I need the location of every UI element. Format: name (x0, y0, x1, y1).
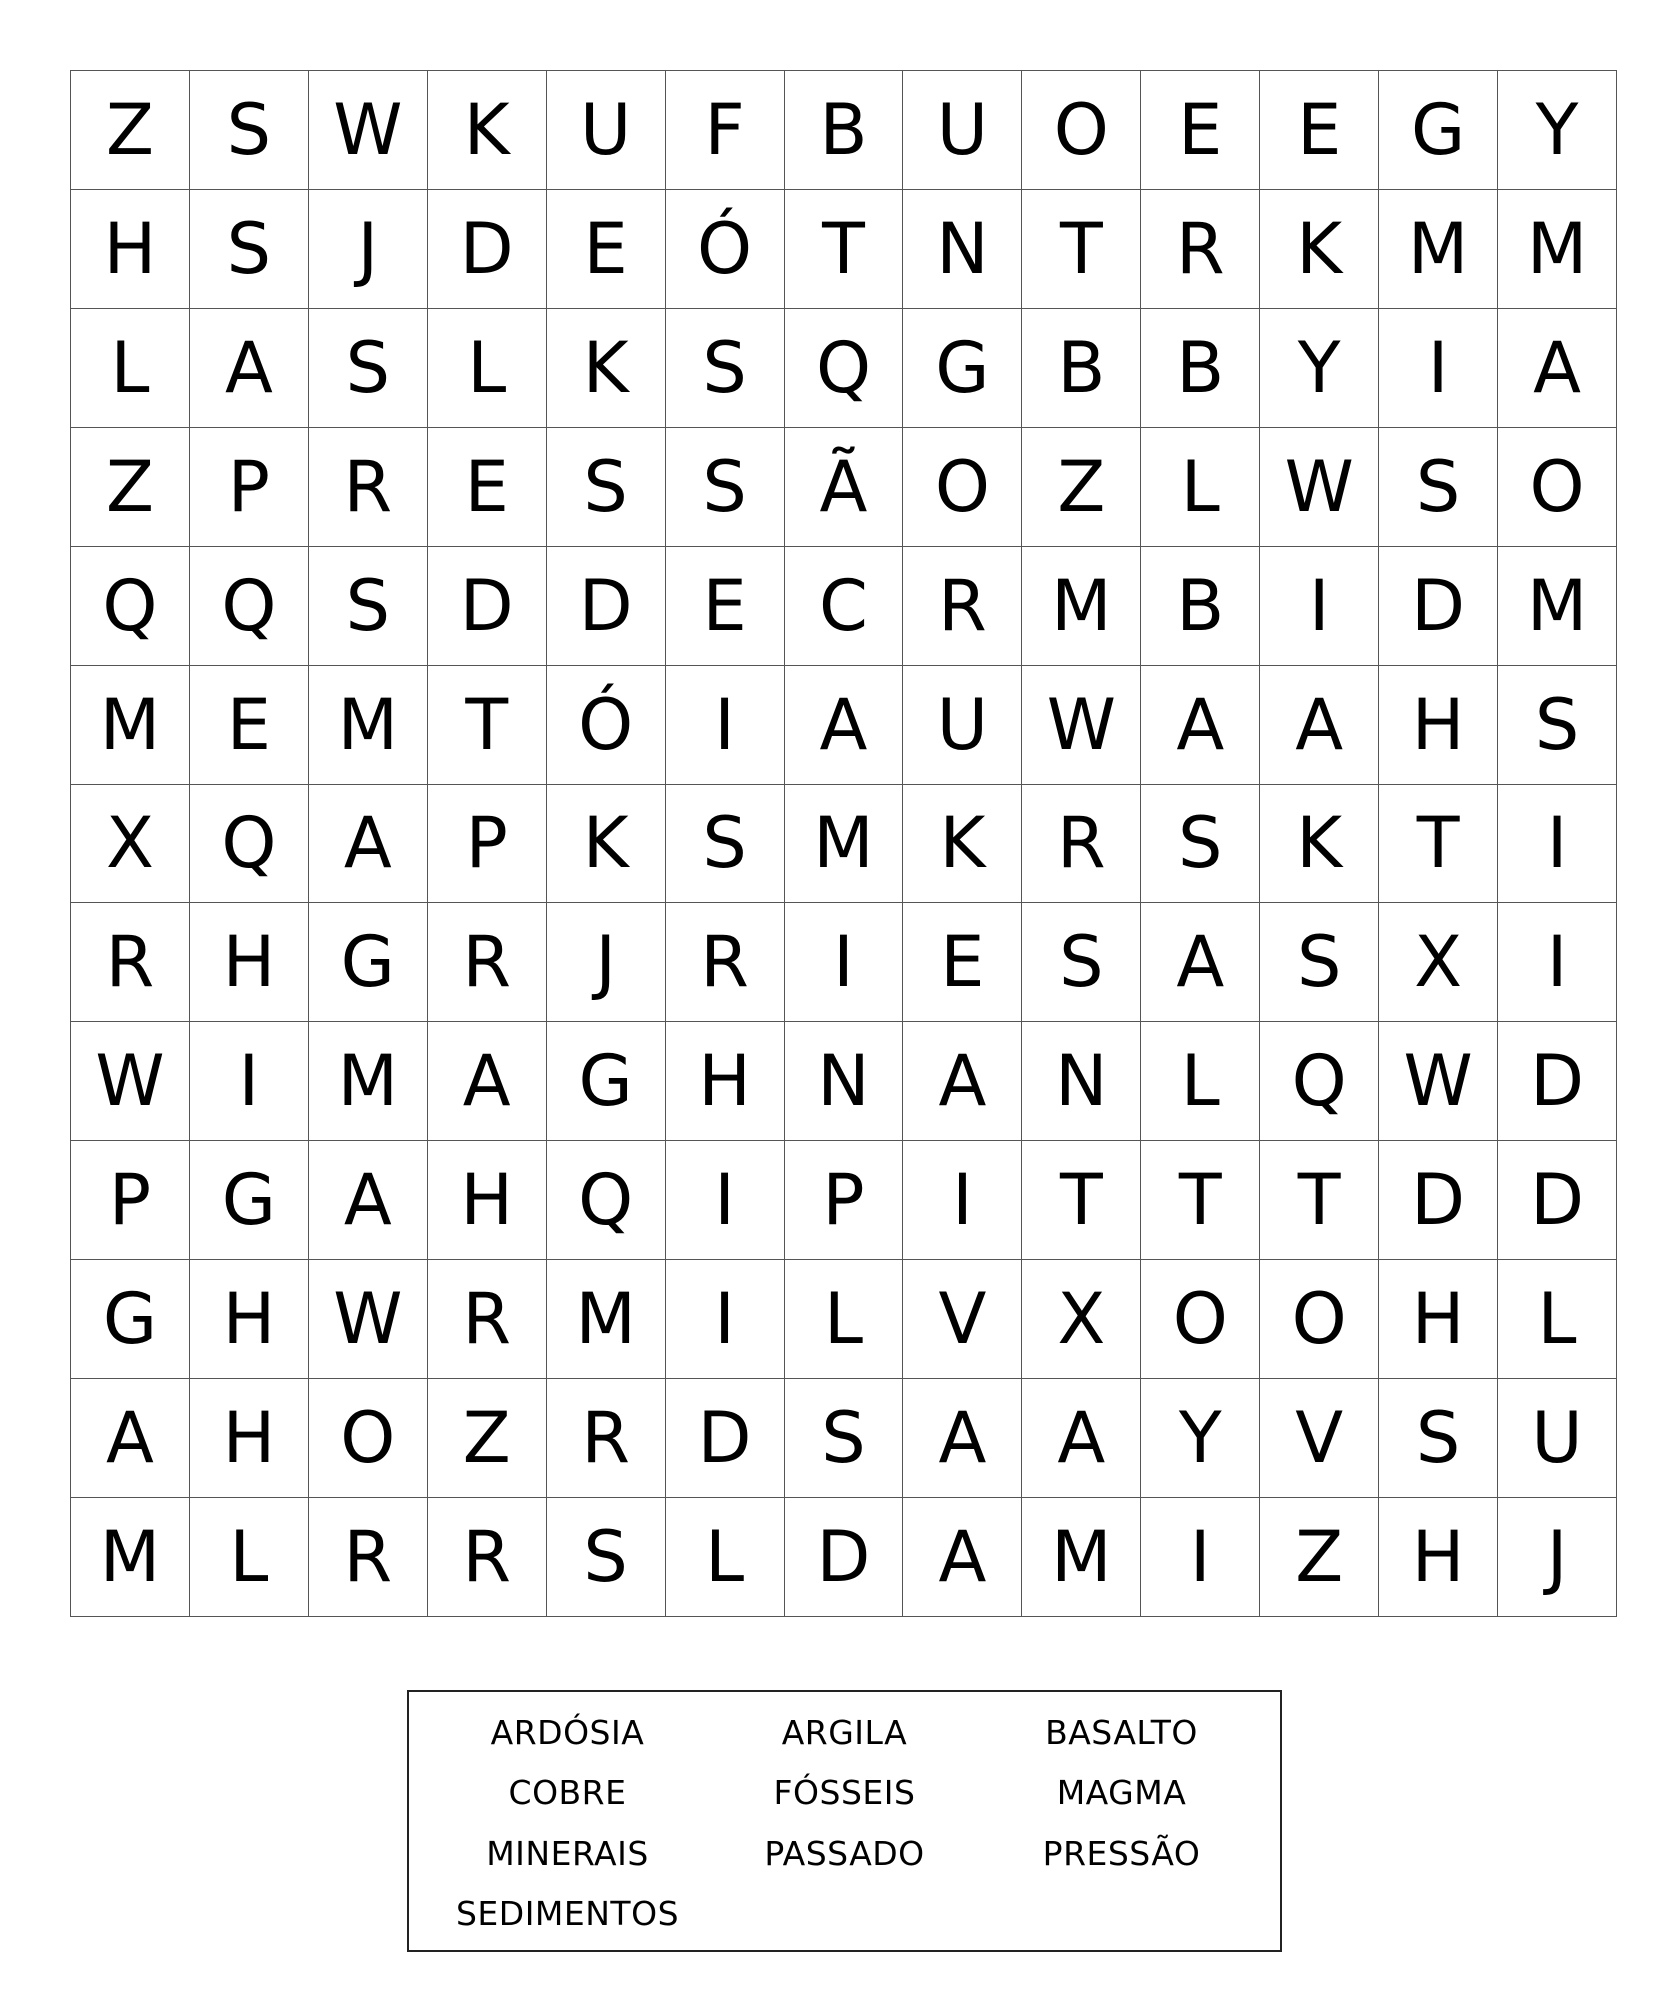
grid-cell[interactable]: S (547, 1498, 666, 1617)
grid-cell[interactable]: H (71, 190, 190, 309)
grid-cell[interactable]: Y (1260, 309, 1379, 428)
word-bank-item: FÓSSEIS (773, 1773, 916, 1813)
grid-cell[interactable]: D (1379, 1141, 1498, 1260)
grid-cell[interactable]: D (785, 1498, 904, 1617)
grid-cell[interactable]: A (903, 1379, 1022, 1498)
grid-cell[interactable]: A (903, 1022, 1022, 1141)
grid-cell[interactable]: S (666, 785, 785, 904)
grid-cell[interactable]: D (428, 547, 547, 666)
grid-cell[interactable]: S (1498, 666, 1617, 785)
grid-cell[interactable]: A (903, 1498, 1022, 1617)
grid-cell[interactable]: R (666, 903, 785, 1022)
grid-cell[interactable]: T (785, 190, 904, 309)
grid-cell[interactable]: Ó (666, 190, 785, 309)
grid-cell[interactable]: Y (1141, 1379, 1260, 1498)
grid-cell[interactable]: A (1141, 666, 1260, 785)
grid-cell[interactable]: K (547, 785, 666, 904)
grid-cell[interactable]: S (190, 71, 309, 190)
grid-cell[interactable]: S (1379, 1379, 1498, 1498)
word-bank-item: MAGMA (1056, 1773, 1187, 1813)
word-bank-item: ARGILA (781, 1712, 908, 1752)
grid-cell[interactable]: L (1141, 428, 1260, 547)
word-bank-item: PASSADO (764, 1833, 925, 1873)
grid-cell[interactable]: A (71, 1379, 190, 1498)
grid-cell[interactable]: T (1379, 785, 1498, 904)
grid-cell[interactable]: R (1141, 190, 1260, 309)
grid-cell[interactable]: P (785, 1141, 904, 1260)
grid-cell[interactable]: B (1022, 309, 1141, 428)
grid-cell[interactable]: L (666, 1498, 785, 1617)
grid-cell[interactable]: E (190, 666, 309, 785)
grid-cell[interactable]: K (428, 71, 547, 190)
grid-cell[interactable]: A (190, 309, 309, 428)
grid-cell[interactable]: T (1022, 190, 1141, 309)
grid-cell[interactable]: V (1260, 1379, 1379, 1498)
grid-cell[interactable]: J (309, 190, 428, 309)
grid-cell[interactable]: M (1498, 547, 1617, 666)
grid-cell[interactable]: S (1260, 903, 1379, 1022)
grid-cell[interactable]: R (1022, 785, 1141, 904)
grid-cell[interactable]: O (1260, 1260, 1379, 1379)
word-bank-item: BASALTO (1045, 1712, 1198, 1752)
grid-cell[interactable]: M (1498, 190, 1617, 309)
grid-cell[interactable]: M (1022, 547, 1141, 666)
grid-cell[interactable]: M (309, 666, 428, 785)
grid-cell[interactable]: H (1379, 666, 1498, 785)
grid-cell[interactable]: I (903, 1141, 1022, 1260)
grid-cell[interactable]: W (309, 1260, 428, 1379)
grid-cell[interactable]: A (1498, 309, 1617, 428)
word-bank-item: COBRE (508, 1773, 627, 1813)
grid-cell[interactable]: S (666, 309, 785, 428)
word-bank (407, 1690, 1282, 1952)
grid-cell[interactable]: M (1379, 190, 1498, 309)
grid-cell[interactable]: D (428, 190, 547, 309)
grid-cell[interactable]: E (666, 547, 785, 666)
grid-cell[interactable]: I (785, 903, 904, 1022)
grid-cell[interactable]: W (1379, 1022, 1498, 1141)
grid-cell[interactable]: A (1141, 903, 1260, 1022)
grid-cell[interactable]: A (309, 785, 428, 904)
grid-cell[interactable]: P (428, 785, 547, 904)
grid-cell[interactable]: Q (785, 309, 904, 428)
word-bank-item: ARDÓSIA (490, 1712, 645, 1752)
grid-cell[interactable]: R (309, 1498, 428, 1617)
grid-cell[interactable]: L (428, 309, 547, 428)
grid-cell[interactable]: L (71, 309, 190, 428)
grid-cell[interactable]: X (71, 785, 190, 904)
grid-cell[interactable]: G (903, 309, 1022, 428)
grid-cell[interactable]: S (666, 428, 785, 547)
grid-cell[interactable]: U (903, 666, 1022, 785)
grid-cell[interactable]: D (547, 547, 666, 666)
grid-cell[interactable]: I (1498, 785, 1617, 904)
grid-cell[interactable]: X (1022, 1260, 1141, 1379)
grid-cell[interactable]: Q (190, 547, 309, 666)
grid-cell[interactable]: Z (71, 71, 190, 190)
grid-cell[interactable]: D (1498, 1141, 1617, 1260)
grid-cell[interactable]: R (309, 428, 428, 547)
grid-cell[interactable]: L (1141, 1022, 1260, 1141)
grid-cell[interactable]: I (666, 666, 785, 785)
grid-cell[interactable]: P (71, 1141, 190, 1260)
grid-cell[interactable]: H (666, 1022, 785, 1141)
grid-cell[interactable]: Q (71, 547, 190, 666)
grid-cell[interactable]: G (190, 1141, 309, 1260)
grid-cell[interactable]: O (1022, 71, 1141, 190)
grid-cell[interactable]: S (547, 428, 666, 547)
grid-cell[interactable]: T (1022, 1141, 1141, 1260)
grid-cell[interactable]: I (666, 1260, 785, 1379)
grid-cell[interactable]: M (71, 1498, 190, 1617)
grid-cell[interactable]: G (71, 1260, 190, 1379)
grid-cell[interactable]: S (190, 190, 309, 309)
grid-cell[interactable]: R (428, 1498, 547, 1617)
grid-cell[interactable]: Z (1260, 1498, 1379, 1617)
grid-cell[interactable]: D (1379, 547, 1498, 666)
grid-cell[interactable]: J (1498, 1498, 1617, 1617)
grid-cell[interactable]: B (1141, 309, 1260, 428)
grid-cell[interactable]: N (1022, 1022, 1141, 1141)
grid-cell[interactable]: G (547, 1022, 666, 1141)
grid-cell[interactable]: G (1379, 71, 1498, 190)
grid-cell[interactable]: O (903, 428, 1022, 547)
grid-cell[interactable]: S (309, 309, 428, 428)
grid-cell[interactable]: I (1379, 309, 1498, 428)
grid-cell[interactable]: Ã (785, 428, 904, 547)
grid-cell[interactable]: Q (190, 785, 309, 904)
grid-cell[interactable]: A (309, 1141, 428, 1260)
grid-cell[interactable]: T (1141, 1141, 1260, 1260)
grid-cell[interactable]: M (785, 785, 904, 904)
grid-cell[interactable]: K (1260, 785, 1379, 904)
grid-cell[interactable]: H (1379, 1498, 1498, 1617)
grid-cell[interactable]: M (1022, 1498, 1141, 1617)
grid-cell[interactable]: E (1260, 71, 1379, 190)
grid-cell[interactable]: Z (1022, 428, 1141, 547)
word-bank-item: MINERAIS (486, 1833, 649, 1873)
grid-cell[interactable]: V (903, 1260, 1022, 1379)
grid-cell[interactable]: H (428, 1141, 547, 1260)
grid-cell[interactable]: I (1498, 903, 1617, 1022)
grid-cell[interactable]: K (1260, 190, 1379, 309)
grid-cell[interactable]: F (666, 71, 785, 190)
grid-cell[interactable]: W (309, 71, 428, 190)
grid-cell[interactable]: H (190, 903, 309, 1022)
grid-cell[interactable]: W (1260, 428, 1379, 547)
grid-cell[interactable]: Q (1260, 1022, 1379, 1141)
grid-cell[interactable]: R (903, 547, 1022, 666)
grid-cell[interactable]: Q (547, 1141, 666, 1260)
grid-cell[interactable]: R (71, 903, 190, 1022)
grid-cell[interactable]: T (1260, 1141, 1379, 1260)
grid-cell[interactable]: T (428, 666, 547, 785)
grid-cell[interactable]: E (547, 190, 666, 309)
grid-cell[interactable]: O (309, 1379, 428, 1498)
grid-cell[interactable]: I (190, 1022, 309, 1141)
grid-cell[interactable]: I (1141, 1498, 1260, 1617)
grid-cell[interactable]: B (1141, 547, 1260, 666)
grid-cell[interactable]: D (1498, 1022, 1617, 1141)
grid-cell[interactable]: A (428, 1022, 547, 1141)
grid-cell[interactable]: S (1022, 903, 1141, 1022)
grid-cell[interactable]: I (666, 1141, 785, 1260)
grid-cell[interactable]: Ó (547, 666, 666, 785)
grid-cell[interactable]: O (1141, 1260, 1260, 1379)
grid-cell[interactable]: A (1260, 666, 1379, 785)
grid-cell[interactable]: E (1141, 71, 1260, 190)
grid-cell[interactable]: B (785, 71, 904, 190)
grid-cell[interactable]: L (190, 1498, 309, 1617)
grid-cell[interactable]: O (1498, 428, 1617, 547)
word-search-grid (70, 70, 1617, 1617)
grid-cell[interactable]: C (785, 547, 904, 666)
grid-cell[interactable]: G (309, 903, 428, 1022)
grid-cell[interactable]: S (1379, 428, 1498, 547)
grid-cell[interactable]: Z (71, 428, 190, 547)
grid-cell[interactable]: I (1260, 547, 1379, 666)
grid-cell[interactable]: L (785, 1260, 904, 1379)
grid-cell[interactable]: X (1379, 903, 1498, 1022)
grid-cell[interactable]: A (785, 666, 904, 785)
grid-cell[interactable]: H (190, 1260, 309, 1379)
grid-cell[interactable]: E (428, 428, 547, 547)
grid-cell[interactable]: E (903, 903, 1022, 1022)
grid-cell[interactable]: H (190, 1379, 309, 1498)
grid-cell[interactable]: A (1022, 1379, 1141, 1498)
grid-cell[interactable]: K (903, 785, 1022, 904)
grid-cell[interactable]: R (428, 1260, 547, 1379)
grid-cell[interactable]: L (1498, 1260, 1617, 1379)
grid-cell[interactable]: W (71, 1022, 190, 1141)
grid-cell[interactable]: S (785, 1379, 904, 1498)
grid-cell[interactable]: R (547, 1379, 666, 1498)
grid-cell[interactable]: P (190, 428, 309, 547)
grid-cell[interactable]: K (547, 309, 666, 428)
grid-cell[interactable]: D (666, 1379, 785, 1498)
word-bank-item: PRESSÃO (1042, 1833, 1201, 1873)
grid-cell[interactable]: M (309, 1022, 428, 1141)
grid-cell[interactable]: S (1141, 785, 1260, 904)
grid-cell[interactable]: S (309, 547, 428, 666)
grid-cell[interactable]: W (1022, 666, 1141, 785)
word-bank-item: SEDIMENTOS (455, 1894, 680, 1934)
grid-cell[interactable]: N (785, 1022, 904, 1141)
grid-cell[interactable]: U (903, 71, 1022, 190)
grid-cell[interactable]: N (903, 190, 1022, 309)
grid-cell[interactable]: J (547, 903, 666, 1022)
grid-cell[interactable]: R (428, 903, 547, 1022)
grid-cell[interactable]: M (71, 666, 190, 785)
grid-cell[interactable]: H (1379, 1260, 1498, 1379)
grid-cell[interactable]: U (547, 71, 666, 190)
grid-cell[interactable]: U (1498, 1379, 1617, 1498)
grid-cell[interactable]: M (547, 1260, 666, 1379)
grid-cell[interactable]: Y (1498, 71, 1617, 190)
grid-cell[interactable]: Z (428, 1379, 547, 1498)
